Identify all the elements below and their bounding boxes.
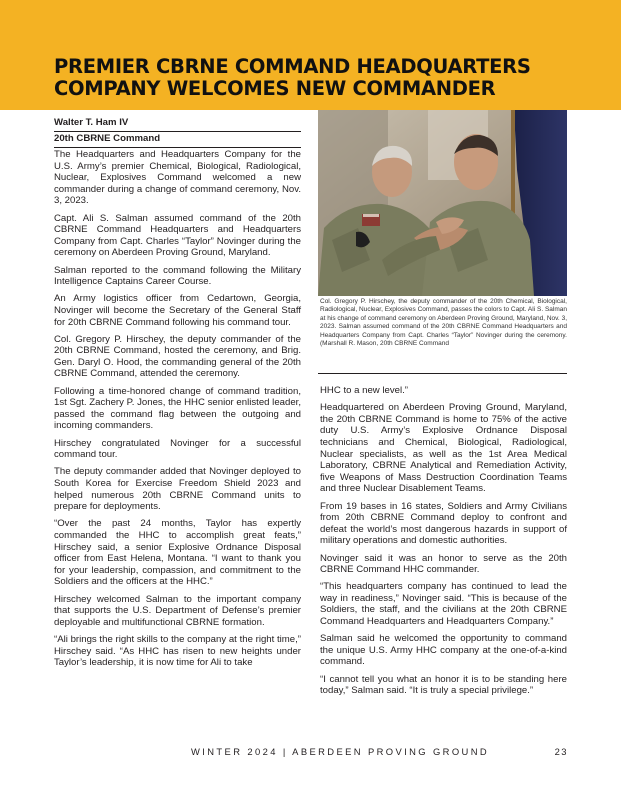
caption-divider — [318, 373, 567, 374]
author-organization: 20th CBRNE Command — [54, 133, 161, 144]
right-column — [320, 385, 567, 702]
body-paragraph: Col. Gregory P. Hirschey, the deputy commander of the 20th CBRNE Command, hosted the ceremony, and Brig. Gen. Daryl O. Hood, the commanding general of the 20th CBRNE Command, attended the ceremony. — [54, 333, 301, 380]
body-paragraph: The Headquarters and Headquarters Company for the U.S. Army’s premier Chemical, Biological, Radiological, Nuclear, Explosives Command welcomed a new commander during a change of command ceremony, Nov. 3, 2023. — [54, 149, 301, 207]
body-paragraph: “Over the past 24 months, Taylor has expertly commanded the HHC to accomplish great feats,” Hirschey said, a senior Explosive Ordnance Disposal officer from East Helena, Montana. “I want to thank you for your leadership, compassion, and commitment to the Soldiers and the officers at the HHC.” — [54, 518, 301, 588]
body-paragraph: HHC to a new level.” — [320, 385, 408, 396]
body-paragraph: Capt. Ali S. Salman assumed command of the 20th CBRNE Command Headquarters and Headquarters Company from Capt. Charles “Taylor” Novinger during the ceremony on Aberdeen Proving Ground, Maryland. — [54, 212, 301, 259]
ceremony-photo — [318, 110, 567, 296]
body-paragraph: Headquartered on Aberdeen Proving Ground, Maryland, the 20th CBRNE Command is home to 75% of the active duty U.S. Army’s Explosive Ordnance Disposal technicians and Chemical, Biological, Radiological, Nuclear specialists, as well as the 1st Area Medical Laboratory, CBRNE Analytical and Remediation Activity, five Weapons of Mass Destruction Coordination Teams and three Nuclear Disablement Teams. — [320, 402, 567, 495]
organization-divider — [54, 147, 301, 148]
body-paragraph: Hirschey welcomed Salman to the important company that supports the U.S. Department of Defense’s premier deployable and multifunctional CBRNE formation. — [54, 593, 301, 628]
body-paragraph: Hirschey congratulated Novinger for a successful command tour. — [54, 437, 301, 461]
page-footer — [54, 746, 568, 758]
page-number: 23 — [554, 746, 568, 757]
body-paragraph: An Army logistics officer from Cedartown, Georgia, Novinger will become the Secretary of the General Staff for 20th CBRNE Command following his command tour. — [54, 293, 301, 328]
article-headline: PREMIER CBRNE COMMAND HEADQUARTERS COMPANY WELCOMES NEW COMMANDER — [54, 55, 531, 100]
left-column — [54, 116, 301, 674]
author-byline: Walter T. Ham IV — [54, 117, 129, 128]
body-paragraph: The deputy commander added that Novinger deployed to South Korea for Exercise Freedom Shield 2023 and helped numerous 20th CBRNE Command units to prepare for deployments. — [54, 466, 301, 513]
body-paragraph: Following a time-honored change of command tradition, 1st Sgt. Zachery P. Jones, the HHC senior enlisted leader, passed the command flag between the outgoing and incoming commanders. — [54, 385, 301, 432]
body-paragraph: “I cannot tell you what an honor it is to be standing here today,” Salman said. “It is truly a special privilege.” — [320, 673, 567, 697]
running-title: WINTER 2024 | ABERDEEN PROVING GROUND — [191, 746, 490, 757]
body-paragraph: Novinger said it was an honor to serve as the 20th CBRNE Command HHC commander. — [320, 552, 567, 576]
body-paragraph: “This headquarters company has continued to lead the way in readiness,” Novinger said. “This is because of the Soldiers, the staff, and the civilians at the 20th CBRNE Command Headquarters and Headquarters Company.” — [320, 581, 567, 628]
body-paragraph: Salman said he welcomed the opportunity to command the unique U.S. Army HHC company at the one-of-a-kind command. — [320, 633, 567, 668]
body-paragraph: From 19 bases in 16 states, Soldiers and Army Civilians from 20th CBRNE Command deploy to confront and defeat the world’s most dangerous hazards in support of military operations and domestic authorities. — [320, 500, 567, 547]
body-paragraph: Salman reported to the command following the Military Intelligence Captains Career Course. — [54, 264, 301, 288]
body-paragraph: “Ali brings the right skills to the company at the right time,” Hirschey said. “As HHC has risen to new heights under Taylor’s leadership, it is now time for Ali to take — [54, 633, 301, 669]
photo-caption: Col. Gregory P. Hirschey, the deputy commander of the 20th Chemical, Biological, Radiological, Nuclear, Explosives Command, passes the colors to Capt. Ali S. Salman at his change of command ceremony on Aberdeen Proving Ground, Maryland, Nov. 3, 2023. Salman assumed command of the 20th CBRNE Command Headquarters and Headquarters Company from Capt. Charles “Taylor” Novinger during the ceremony. (Marshall R. Mason, 20th CBRNE Command — [320, 298, 567, 348]
